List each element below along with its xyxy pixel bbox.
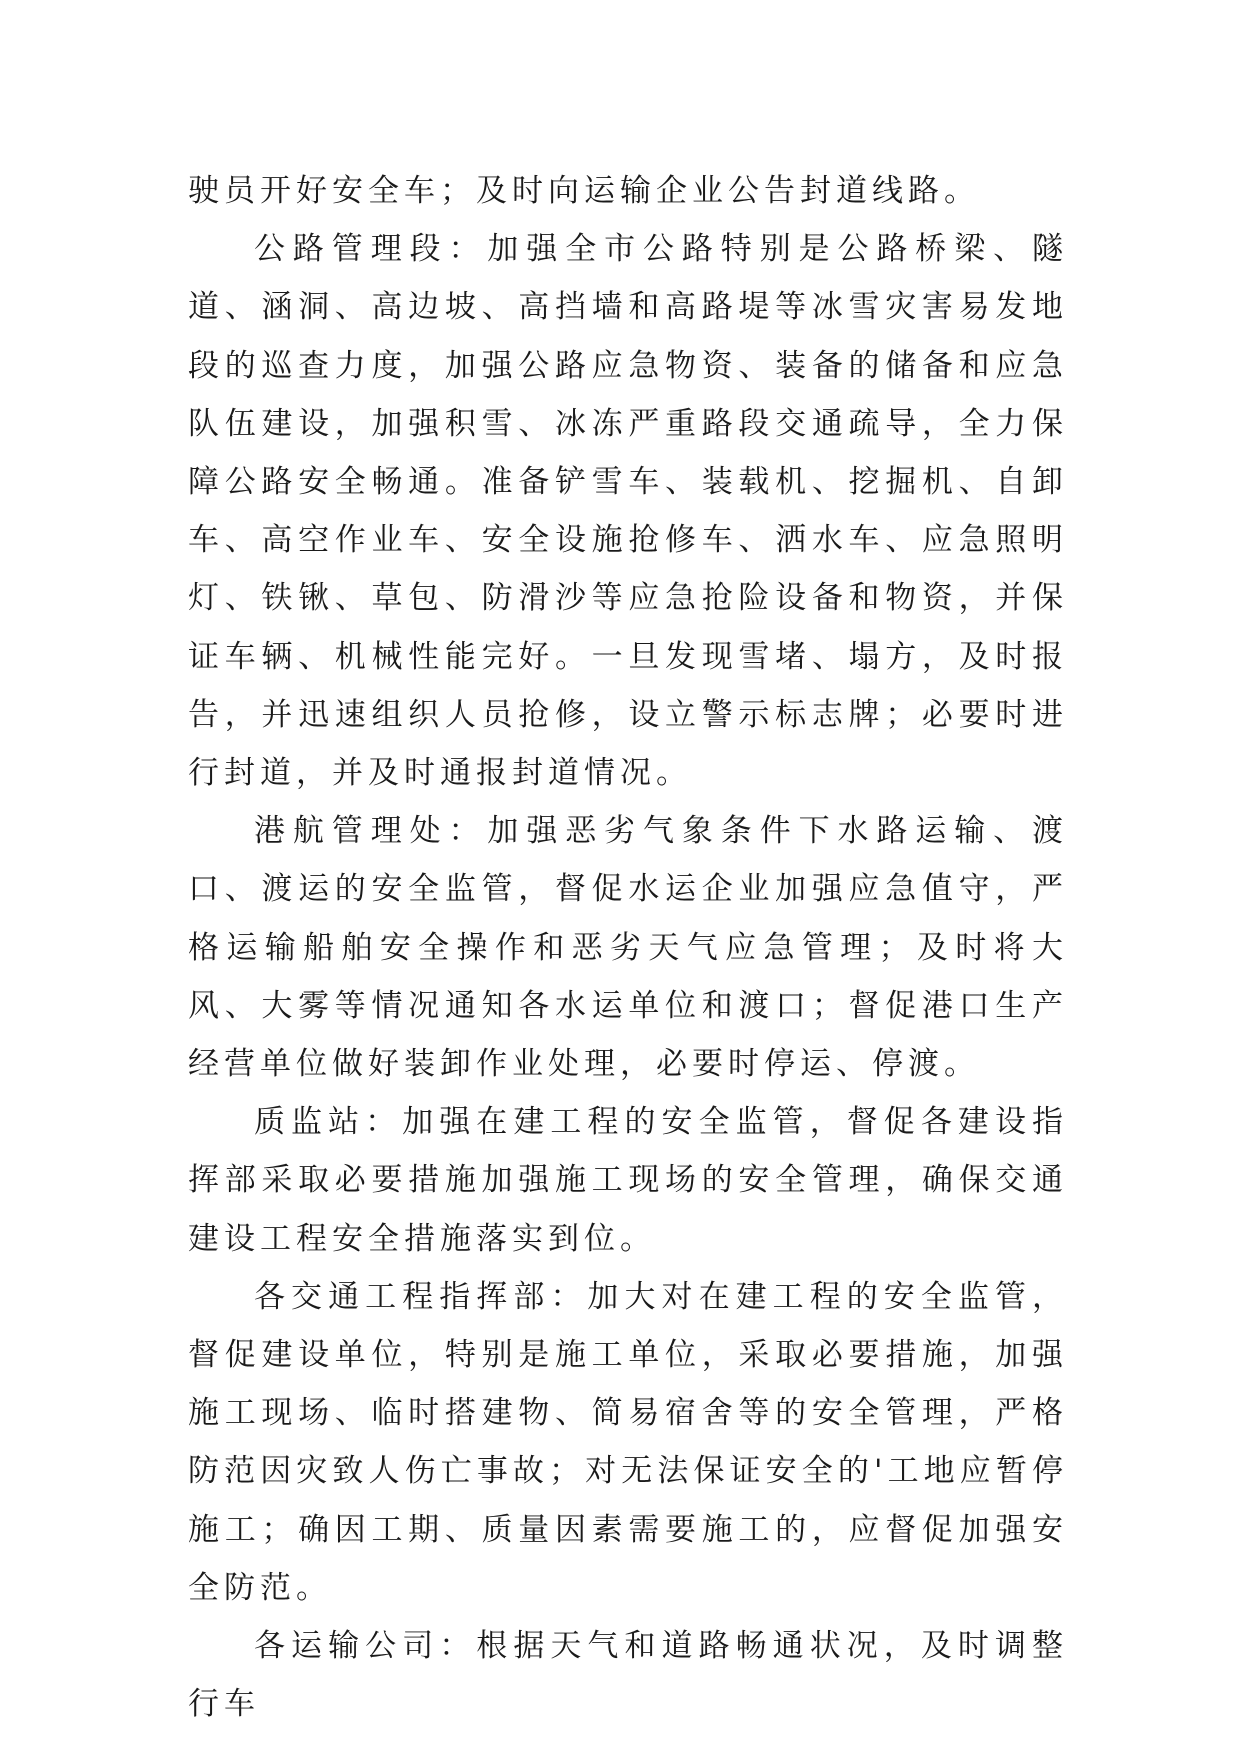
paragraph-engineering-command: 各交通工程指挥部：加大对在建工程的安全监管，督促建设单位，特别是施工单位，采取必要措施，加强施工现场、临时搭建物、简易宿舍等的安全管理，严格防范因灾致人伤亡事故；对无法保证安全的'工地应暂停施工；确因工期、质量因素需要施工的，应督促加强安全防范。 — [188, 1278, 1068, 1606]
paragraph-quality-supervision: 质监站：加强在建工程的安全监管，督促各建设指挥部采取必要措施加强施工现场的安全管理，确保交通建设工程安全措施落实到位。 — [188, 1104, 1068, 1257]
paragraph-continuation: 驶员开好安全车；及时向运输企业公告封道线路。 — [188, 173, 980, 209]
paragraph-port-navigation: 港航管理处：加强恶劣气象条件下水路运输、渡口、渡运的安全监管，督促水运企业加强应急值守，严格运输船舶安全操作和恶劣天气应急管理；及时将大风、大雾等情况通知各水运单位和渡口；督促港口生产经营单位做好装卸作业处理，必要时停运、停渡。 — [188, 813, 1068, 1083]
paragraph-transport-companies: 各运输公司：根据天气和道路畅通状况，及时调整行车 — [188, 1628, 1068, 1723]
document-body — [188, 162, 1068, 1733]
paragraph-highway-management: 公路管理段：加强全市公路特别是公路桥梁、隧道、涵洞、高边坡、高挡墙和高路堤等冰雪灾害易发地段的巡查力度，加强公路应急物资、装备的储备和应急队伍建设，加强积雪、冰冻严重路段交通疏导，全力保障公路安全畅通。准备铲雪车、装载机、挖掘机、自卸车、高空作业车、安全设施抢修车、洒水车、应急照明灯、铁锹、草包、防滑沙等应急抢险设备和物资，并保证车辆、机械性能完好。一旦发现雪堵、塌方，及时报告，并迅速组织人员抢修，设立警示标志牌；必要时进行封道，并及时通报封道情况。 — [188, 231, 1068, 792]
